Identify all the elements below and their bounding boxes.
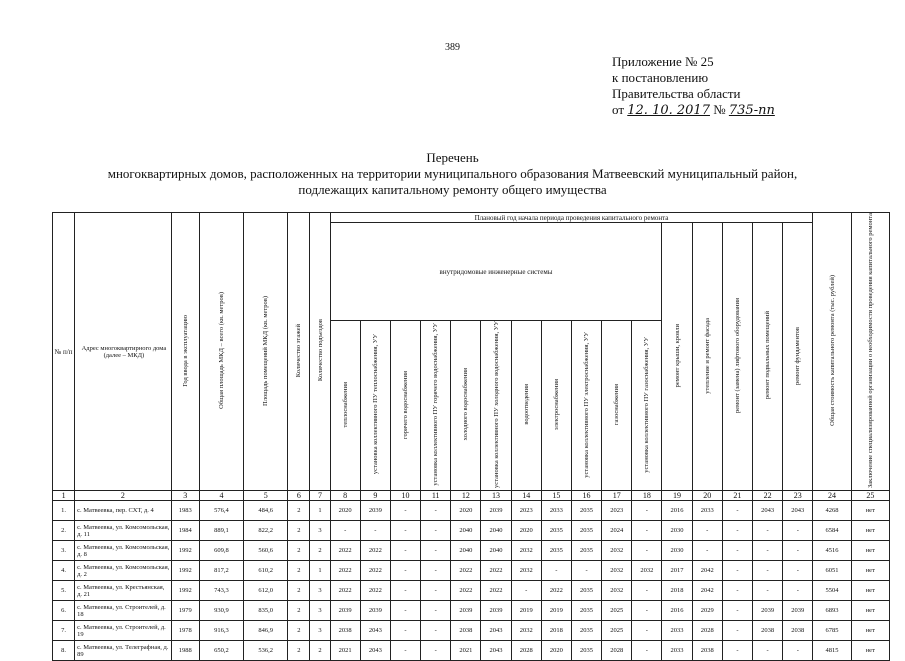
column-number: 10 bbox=[390, 491, 420, 501]
table-cell: - bbox=[632, 641, 662, 661]
table-cell: 2039 bbox=[360, 601, 390, 621]
table-cell: 1984 bbox=[171, 521, 199, 541]
table-cell: - bbox=[390, 521, 420, 541]
column-number: 21 bbox=[722, 491, 752, 501]
table-cell: 2022 bbox=[541, 581, 571, 601]
appendix-block bbox=[612, 54, 775, 119]
header-facade: утепление и ремонт фасада bbox=[703, 317, 711, 394]
table-cell: 2043 bbox=[783, 501, 813, 521]
table-cell: - bbox=[360, 521, 390, 541]
table-cell: 2. bbox=[53, 521, 75, 541]
header-conclusion: Заключение специализированной организации о необходимости проведения капитального ремонта bbox=[866, 213, 874, 488]
column-number: 19 bbox=[662, 491, 692, 501]
table-cell: 2023 bbox=[602, 501, 632, 521]
table-cell: 846,9 bbox=[244, 621, 288, 641]
table-cell: - bbox=[421, 581, 451, 601]
table-cell: 2032 bbox=[602, 561, 632, 581]
table-cell: - bbox=[722, 521, 752, 541]
table-cell: 4268 bbox=[813, 501, 851, 521]
column-number: 7 bbox=[310, 491, 330, 501]
header-address: Адрес многоквартирного дома (далее – МКД) bbox=[75, 213, 172, 491]
table-cell: нет bbox=[851, 541, 889, 561]
table-cell: 609,8 bbox=[199, 541, 243, 561]
table-cell: 930,9 bbox=[199, 601, 243, 621]
header-cost: Общая стоимость капитального ремонта (тыс. рублей) bbox=[828, 275, 836, 426]
header-system: холодного водоснабжения bbox=[462, 368, 470, 441]
table-cell: 1. bbox=[53, 501, 75, 521]
column-number: 4 bbox=[199, 491, 243, 501]
table-cell: - bbox=[632, 601, 662, 621]
address-cell: с. Матвеевка, ул. Строителей, д. 18 bbox=[75, 601, 172, 621]
table-cell: 576,4 bbox=[199, 501, 243, 521]
table-cell: 2020 bbox=[330, 501, 360, 521]
table-cell: 1992 bbox=[171, 581, 199, 601]
table-cell: 1978 bbox=[171, 621, 199, 641]
header-system: установка коллективного ПУ горячего водоснабжения, УУ bbox=[432, 323, 440, 486]
table-row bbox=[53, 621, 890, 641]
table-cell: 2020 bbox=[541, 641, 571, 661]
column-number: 11 bbox=[421, 491, 451, 501]
table-cell: 2038 bbox=[783, 621, 813, 641]
houses-table bbox=[52, 212, 890, 661]
table-cell: 612,0 bbox=[244, 581, 288, 601]
header-system: электроснабжения bbox=[552, 378, 560, 431]
table-cell: 2042 bbox=[692, 581, 722, 601]
address-cell: с. Матвеевка, ул. Строителей, д. 19 bbox=[75, 621, 172, 641]
table-cell: - bbox=[421, 641, 451, 661]
table-cell: 2016 bbox=[662, 601, 692, 621]
table-cell: нет bbox=[851, 641, 889, 661]
table-cell: 2 bbox=[288, 501, 310, 521]
table-cell: 2035 bbox=[571, 601, 601, 621]
table-cell: 2033 bbox=[692, 501, 722, 521]
handwritten-number: 735-пп bbox=[728, 103, 775, 118]
table-cell: - bbox=[390, 541, 420, 561]
table-cell: 2 bbox=[288, 521, 310, 541]
header-system: установка коллективного ПУ холодного водоснабжения, УУ bbox=[492, 321, 500, 488]
header-system: газоснабжения bbox=[613, 383, 621, 426]
table-cell: - bbox=[722, 581, 752, 601]
column-number: 15 bbox=[541, 491, 571, 501]
table-cell: 2022 bbox=[481, 581, 511, 601]
table-cell: - bbox=[783, 521, 813, 541]
table-cell: 2 bbox=[310, 541, 330, 561]
table-cell: 536,2 bbox=[244, 641, 288, 661]
table-cell: 3. bbox=[53, 541, 75, 561]
table-cell: 484,6 bbox=[244, 501, 288, 521]
column-number: 17 bbox=[602, 491, 632, 501]
table-cell: - bbox=[632, 521, 662, 541]
table-cell: нет bbox=[851, 621, 889, 641]
address-cell: с. Матвеевка, ул. Комсомольская, д. 11 bbox=[75, 521, 172, 541]
page-number: 389 bbox=[445, 42, 460, 53]
table-cell: 2033 bbox=[662, 621, 692, 641]
table-cell: 2038 bbox=[451, 621, 481, 641]
address-cell: с. Матвеевка, ул. Крестьянская, д. 21 bbox=[75, 581, 172, 601]
table-cell: 2038 bbox=[692, 641, 722, 661]
table-cell: 2025 bbox=[602, 601, 632, 621]
table-cell: 2023 bbox=[511, 501, 541, 521]
table-cell: - bbox=[722, 621, 752, 641]
table-cell: 2030 bbox=[662, 541, 692, 561]
column-number: 25 bbox=[851, 491, 889, 501]
header-elevator: ремонт (замена) лифтового оборудования bbox=[733, 298, 741, 413]
table-row bbox=[53, 561, 890, 581]
table-cell: нет bbox=[851, 501, 889, 521]
column-number: 8 bbox=[330, 491, 360, 501]
table-cell: 3 bbox=[310, 581, 330, 601]
table-cell: - bbox=[692, 521, 722, 541]
column-number: 5 bbox=[244, 491, 288, 501]
table-cell: 2024 bbox=[602, 521, 632, 541]
table-cell: - bbox=[752, 561, 782, 581]
table-cell: - bbox=[421, 621, 451, 641]
header-basement: ремонт подвальных помещений bbox=[764, 311, 772, 400]
table-cell: 2028 bbox=[511, 641, 541, 661]
table-cell: 1 bbox=[310, 561, 330, 581]
table-cell: 1983 bbox=[171, 501, 199, 521]
table-cell: 2039 bbox=[783, 601, 813, 621]
table-cell: 2040 bbox=[481, 521, 511, 541]
table-cell: 1988 bbox=[171, 641, 199, 661]
table-row bbox=[53, 601, 890, 621]
table-cell: - bbox=[722, 501, 752, 521]
table-cell: - bbox=[783, 581, 813, 601]
table-cell: нет bbox=[851, 521, 889, 541]
table-cell: - bbox=[783, 561, 813, 581]
appendix-line-1: Приложение № 25 bbox=[612, 54, 714, 69]
table-cell: 2039 bbox=[360, 501, 390, 521]
table-cell: 560,6 bbox=[244, 541, 288, 561]
table-cell: 1979 bbox=[171, 601, 199, 621]
appendix-date-line bbox=[612, 102, 775, 119]
address-cell: с. Матвеевка, ул. Комсомольская, д. 2 bbox=[75, 561, 172, 581]
table-cell: 2021 bbox=[330, 641, 360, 661]
table-cell: 2030 bbox=[662, 521, 692, 541]
table-cell: 889,1 bbox=[199, 521, 243, 541]
table-cell: 2018 bbox=[662, 581, 692, 601]
table-cell: 2043 bbox=[752, 501, 782, 521]
table-cell: - bbox=[421, 501, 451, 521]
column-number: 20 bbox=[692, 491, 722, 501]
address-cell: с. Матвеевка, пер. СХТ, д. 4 bbox=[75, 501, 172, 521]
table-cell: - bbox=[421, 601, 451, 621]
table-cell: 3 bbox=[310, 601, 330, 621]
table-cell: 2032 bbox=[511, 561, 541, 581]
table-cell: 2022 bbox=[481, 561, 511, 581]
table-row bbox=[53, 641, 890, 661]
header-plan-group: Плановый год начала периода проведения капитального ремонта bbox=[330, 213, 813, 223]
table-cell: 3 bbox=[310, 621, 330, 641]
address-cell: с. Матвеевка, ул. Телеграфная, д. 89 bbox=[75, 641, 172, 661]
table-cell: - bbox=[421, 521, 451, 541]
column-number: 2 bbox=[75, 491, 172, 501]
table-cell: - bbox=[783, 641, 813, 661]
table-cell: 2032 bbox=[511, 541, 541, 561]
table-cell: - bbox=[752, 541, 782, 561]
table-cell: - bbox=[421, 541, 451, 561]
table-cell: 2032 bbox=[602, 581, 632, 601]
table-cell: 6051 bbox=[813, 561, 851, 581]
header-system: установка коллективного ПУ электроснабжения, УУ bbox=[583, 331, 591, 478]
doc-subtitle-2: подлежащих капитальному ремонту общего имущества bbox=[298, 182, 607, 197]
table-cell: 2043 bbox=[360, 621, 390, 641]
table-cell: 2035 bbox=[571, 541, 601, 561]
table-cell: 2022 bbox=[451, 561, 481, 581]
table-cell: 2022 bbox=[360, 541, 390, 561]
table-cell: 4. bbox=[53, 561, 75, 581]
table-cell: - bbox=[390, 601, 420, 621]
table-cell: 2019 bbox=[511, 601, 541, 621]
header-foundation: ремонт фундаментов bbox=[794, 326, 802, 385]
table-cell: 2035 bbox=[571, 621, 601, 641]
from-label: от bbox=[612, 102, 625, 117]
table-cell: - bbox=[390, 581, 420, 601]
header-system: горячего водоснабжения bbox=[402, 370, 409, 439]
table-cell: 835,0 bbox=[244, 601, 288, 621]
table-cell: - bbox=[421, 561, 451, 581]
table-cell: 6584 bbox=[813, 521, 851, 541]
table-cell: 2022 bbox=[451, 581, 481, 601]
table-cell: - bbox=[571, 561, 601, 581]
table-cell: 2020 bbox=[511, 521, 541, 541]
table-cell: - bbox=[722, 601, 752, 621]
table-cell: 2042 bbox=[692, 561, 722, 581]
table-cell: 2032 bbox=[602, 541, 632, 561]
table-cell: - bbox=[632, 621, 662, 641]
header-premises-area: Площадь помещений МКД (кв. метров) bbox=[262, 295, 270, 406]
table-cell: 7. bbox=[53, 621, 75, 641]
table-cell: 1 bbox=[310, 501, 330, 521]
table-cell: - bbox=[632, 541, 662, 561]
table-cell: 650,2 bbox=[199, 641, 243, 661]
table-cell: - bbox=[511, 581, 541, 601]
table-cell: 5504 bbox=[813, 581, 851, 601]
table-cell: - bbox=[390, 561, 420, 581]
header-year-built: Год ввода в эксплуатацию bbox=[181, 314, 189, 387]
table-cell: 2022 bbox=[330, 541, 360, 561]
table-cell: 3 bbox=[310, 521, 330, 541]
table-cell: 2029 bbox=[692, 601, 722, 621]
table-cell: 2040 bbox=[451, 541, 481, 561]
table-cell: 4815 bbox=[813, 641, 851, 661]
table-row bbox=[53, 501, 890, 521]
header-system: водоотведения bbox=[522, 384, 530, 425]
table-cell: 2035 bbox=[541, 541, 571, 561]
table-cell: 2022 bbox=[360, 581, 390, 601]
table-cell: 817,2 bbox=[199, 561, 243, 581]
table-cell: - bbox=[722, 641, 752, 661]
table-cell: 2 bbox=[310, 641, 330, 661]
table-cell: 916,3 bbox=[199, 621, 243, 641]
column-number: 18 bbox=[632, 491, 662, 501]
table-cell: нет bbox=[851, 561, 889, 581]
column-number: 23 bbox=[783, 491, 813, 501]
table-cell: 2039 bbox=[752, 601, 782, 621]
table-cell: 2032 bbox=[632, 561, 662, 581]
header-systems-group: внутридомовые инженерные системы bbox=[330, 223, 662, 321]
table-cell: - bbox=[752, 581, 782, 601]
table-cell: 2039 bbox=[481, 601, 511, 621]
table-cell: 2038 bbox=[330, 621, 360, 641]
column-number: 13 bbox=[481, 491, 511, 501]
table-cell: 2035 bbox=[571, 521, 601, 541]
table-cell: 2 bbox=[288, 641, 310, 661]
header-num: № п/п bbox=[53, 213, 75, 491]
table-cell: 822,2 bbox=[244, 521, 288, 541]
handwritten-date: 12. 10. 2017 bbox=[627, 103, 710, 118]
column-number: 12 bbox=[451, 491, 481, 501]
header-roof: ремонт крыши, кровли bbox=[673, 323, 681, 388]
table-cell: 2021 bbox=[451, 641, 481, 661]
column-number: 22 bbox=[752, 491, 782, 501]
header-system: установка коллективного ПУ газоснабжения, УУ bbox=[643, 336, 651, 473]
table-cell: - bbox=[390, 641, 420, 661]
table-cell: 2028 bbox=[692, 621, 722, 641]
table-cell: - bbox=[541, 561, 571, 581]
column-number: 9 bbox=[360, 491, 390, 501]
table-cell: 2 bbox=[288, 561, 310, 581]
table-cell: - bbox=[722, 541, 752, 561]
table-cell: 2043 bbox=[481, 621, 511, 641]
table-cell: 2020 bbox=[451, 501, 481, 521]
column-number: 3 bbox=[171, 491, 199, 501]
table-cell: 2 bbox=[288, 601, 310, 621]
table-cell: 2032 bbox=[511, 621, 541, 641]
table-cell: - bbox=[390, 501, 420, 521]
table-cell: 2039 bbox=[330, 601, 360, 621]
table-cell: 2035 bbox=[571, 501, 601, 521]
table-cell: 2040 bbox=[451, 521, 481, 541]
table-cell: - bbox=[692, 541, 722, 561]
appendix-line-3: Правительства области bbox=[612, 86, 741, 101]
table-cell: 2043 bbox=[481, 641, 511, 661]
table-cell: 2039 bbox=[481, 501, 511, 521]
number-label: № bbox=[713, 102, 726, 117]
column-number: 1 bbox=[53, 491, 75, 501]
table-cell: - bbox=[722, 561, 752, 581]
table-cell: 743,3 bbox=[199, 581, 243, 601]
table-cell: 2025 bbox=[602, 621, 632, 641]
table-cell: 2035 bbox=[571, 641, 601, 661]
table-cell: 2018 bbox=[541, 621, 571, 641]
header-system: теплоснабжения bbox=[341, 381, 349, 428]
table-cell: 2035 bbox=[541, 521, 571, 541]
table-cell: 2 bbox=[288, 621, 310, 641]
table-cell: - bbox=[752, 641, 782, 661]
table-cell: 6785 bbox=[813, 621, 851, 641]
table-cell: 2019 bbox=[541, 601, 571, 621]
table-cell: 2038 bbox=[752, 621, 782, 641]
table-cell: 2035 bbox=[571, 581, 601, 601]
table-row bbox=[53, 541, 890, 561]
table-cell: 1992 bbox=[171, 561, 199, 581]
table-cell: нет bbox=[851, 581, 889, 601]
table-cell: - bbox=[390, 621, 420, 641]
table-row bbox=[53, 521, 890, 541]
table-cell: 6. bbox=[53, 601, 75, 621]
table-cell: 2033 bbox=[541, 501, 571, 521]
column-number: 24 bbox=[813, 491, 851, 501]
column-number-row bbox=[53, 491, 890, 501]
table-cell: 2022 bbox=[360, 561, 390, 581]
table-cell: - bbox=[752, 521, 782, 541]
header-system: установка коллективного ПУ теплоснабжения, УУ bbox=[371, 334, 379, 475]
doc-title: Перечень bbox=[426, 150, 479, 165]
header-total-area: Общая площадь МКД – всего (кв. метров) bbox=[217, 292, 225, 409]
table-cell: 1992 bbox=[171, 541, 199, 561]
table-cell: - bbox=[632, 501, 662, 521]
table-cell: 2043 bbox=[360, 641, 390, 661]
table-cell: 8. bbox=[53, 641, 75, 661]
table-cell: 2022 bbox=[330, 581, 360, 601]
table-cell: 2 bbox=[288, 581, 310, 601]
table-cell: нет bbox=[851, 601, 889, 621]
table-cell: 4516 bbox=[813, 541, 851, 561]
column-number: 14 bbox=[511, 491, 541, 501]
table-cell: 2 bbox=[288, 541, 310, 561]
table-cell: 6893 bbox=[813, 601, 851, 621]
header-floors: Количество этажей bbox=[295, 323, 303, 378]
table-cell: - bbox=[783, 541, 813, 561]
column-number: 16 bbox=[571, 491, 601, 501]
table-cell: 2022 bbox=[330, 561, 360, 581]
table-row bbox=[53, 581, 890, 601]
doc-subtitle-1: многоквартирных домов, расположенных на территории муниципального образования Матвеевский муниципальный район, bbox=[107, 166, 798, 181]
column-number: 6 bbox=[288, 491, 310, 501]
table-cell: - bbox=[330, 521, 360, 541]
table-cell: 2017 bbox=[662, 561, 692, 581]
table-cell: 2039 bbox=[451, 601, 481, 621]
table-cell: 5. bbox=[53, 581, 75, 601]
table-cell: 2028 bbox=[602, 641, 632, 661]
table-cell: 610,2 bbox=[244, 561, 288, 581]
table-cell: - bbox=[632, 581, 662, 601]
address-cell: с. Матвеевка, ул. Комсомольская, д. 8 bbox=[75, 541, 172, 561]
table-cell: 2016 bbox=[662, 501, 692, 521]
table-cell: 2033 bbox=[662, 641, 692, 661]
table-cell: 2040 bbox=[481, 541, 511, 561]
appendix-line-2: к постановлению bbox=[612, 70, 709, 85]
header-entrances: Количество подъездов bbox=[316, 319, 324, 382]
